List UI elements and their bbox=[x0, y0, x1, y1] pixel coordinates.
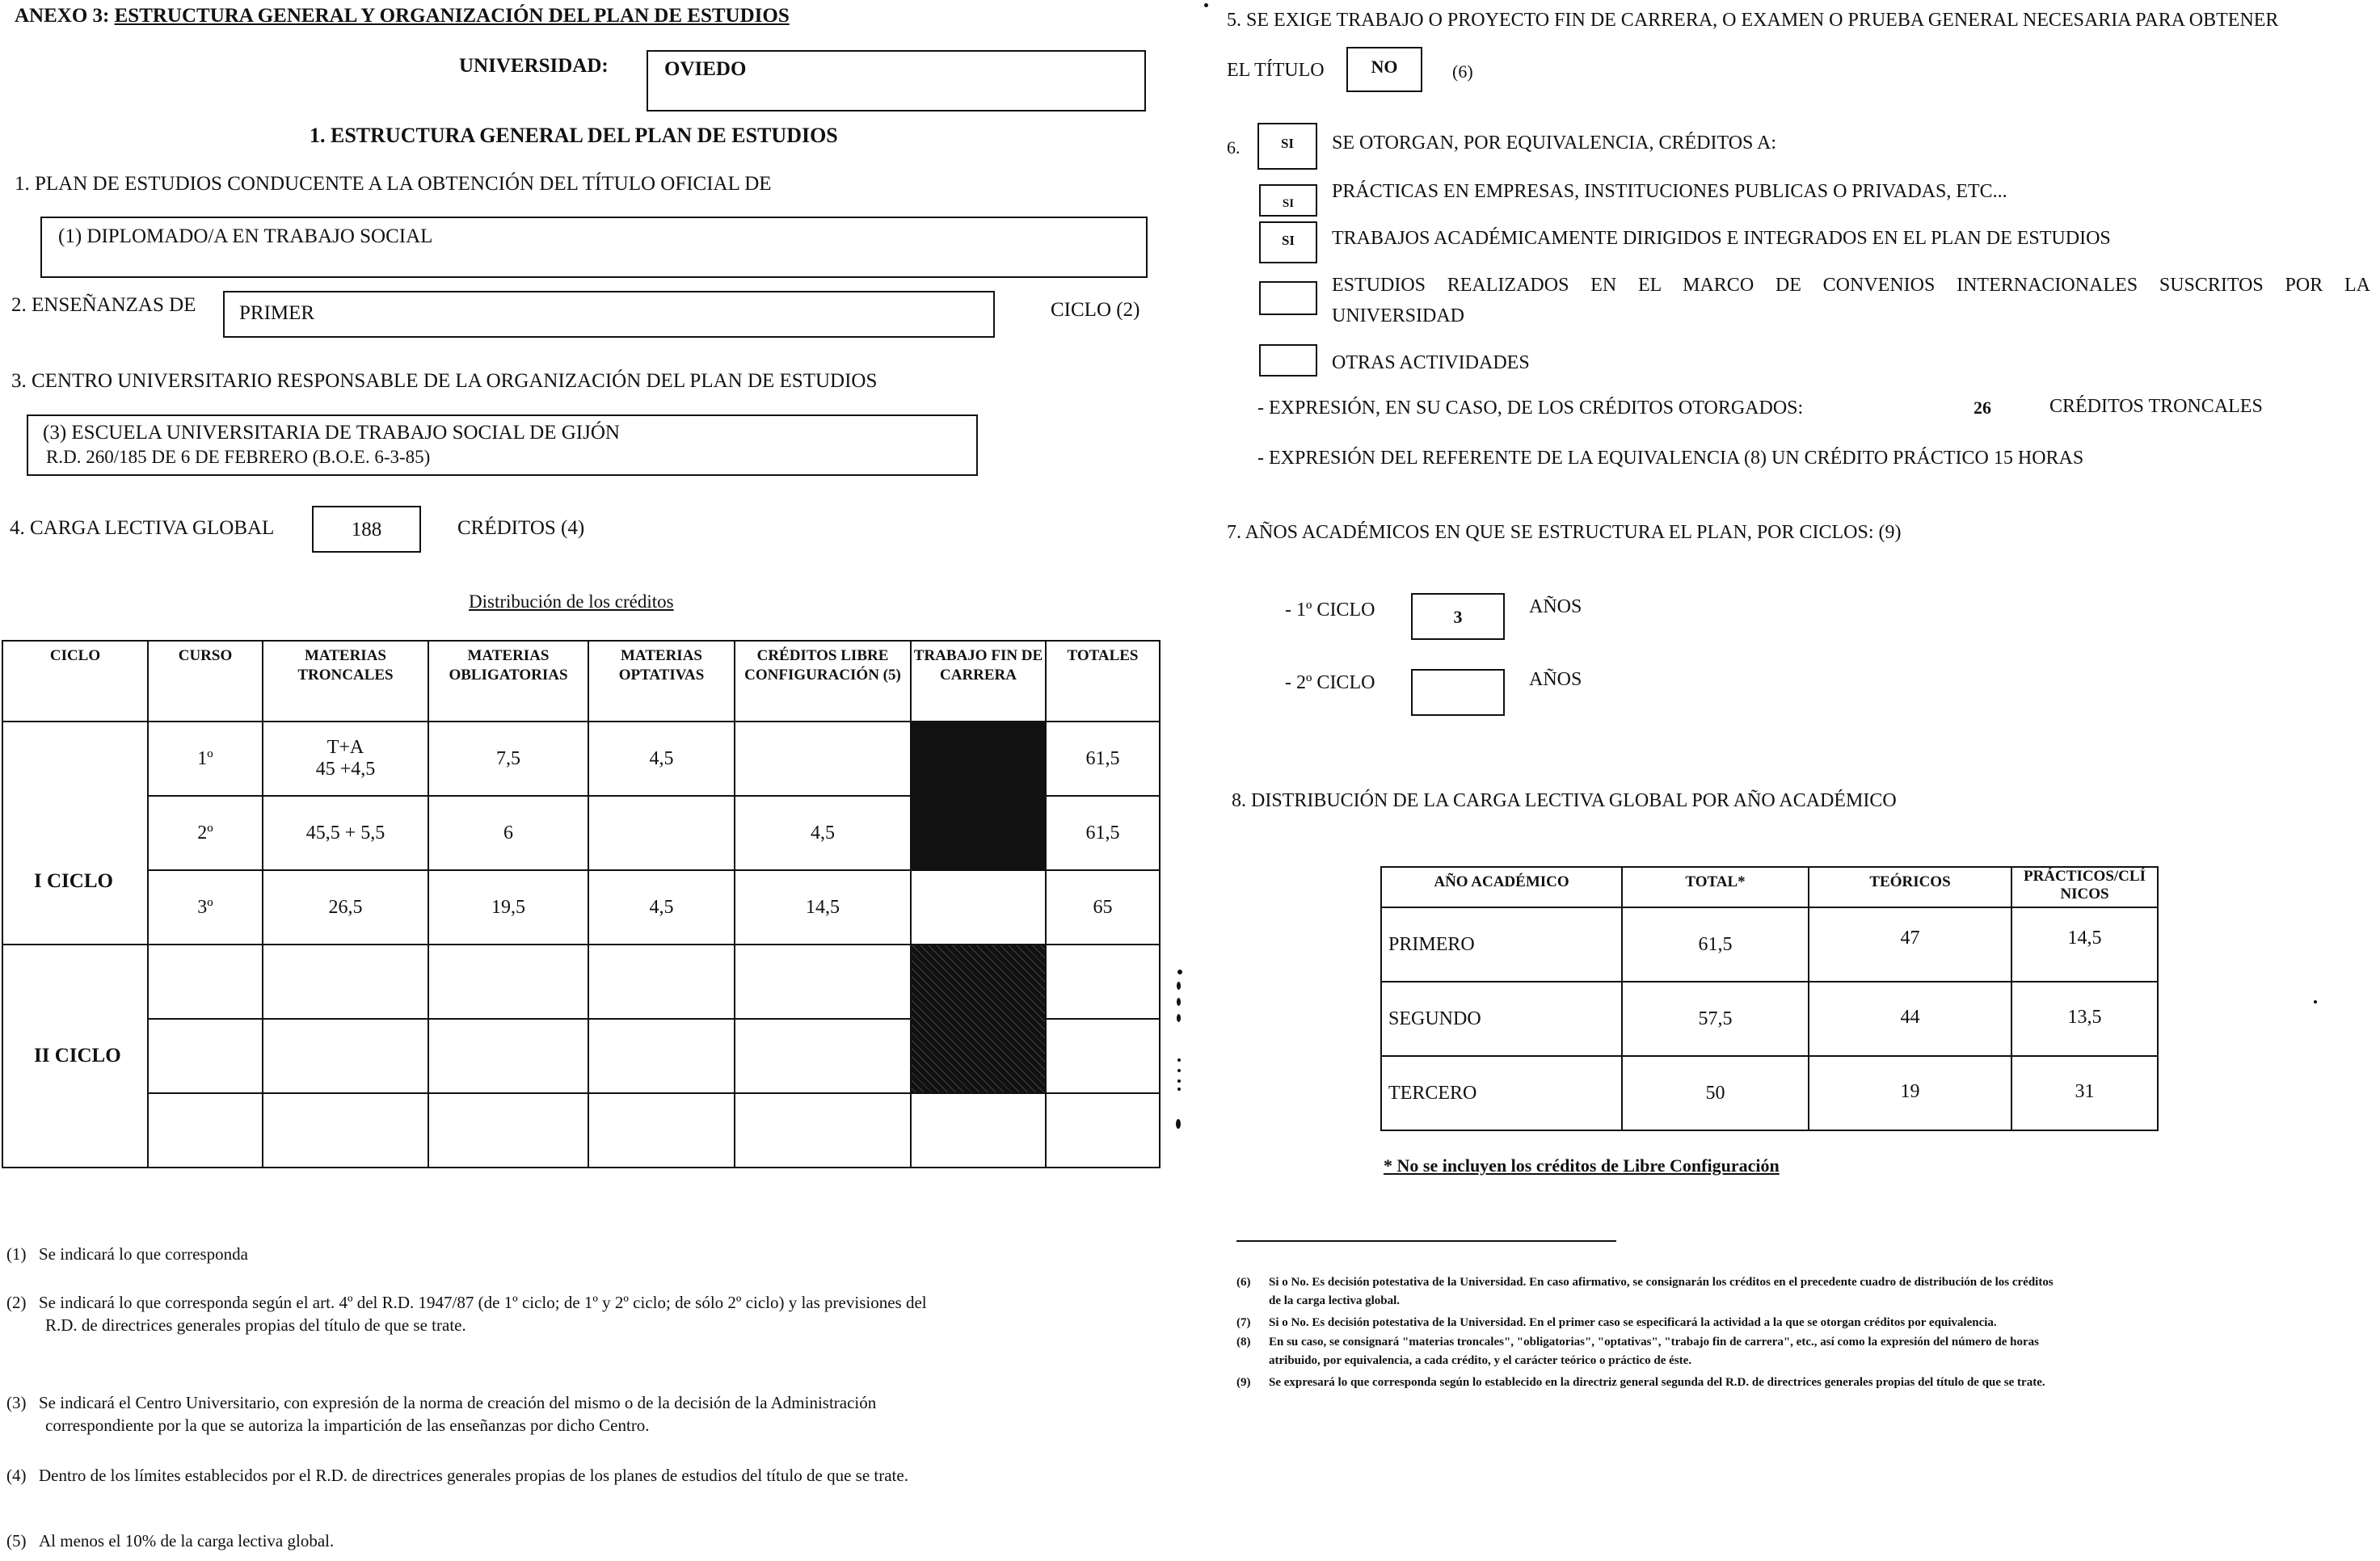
cell-trabajo-fin-shaded bbox=[911, 945, 1046, 1093]
scan-mark bbox=[1177, 1088, 1181, 1091]
header-optativas: MATERIAS OPTATIVAS bbox=[588, 641, 735, 722]
item8-label: 8. DISTRIBUCIÓN DE LA CARGA LECTIVA GLOBAL POR AÑO ACADÉMICO bbox=[1232, 790, 1897, 811]
table-row bbox=[1381, 1056, 2158, 1130]
item4-suffix: CRÉDITOS (4) bbox=[457, 517, 585, 539]
cell-trabajo-fin bbox=[911, 870, 1046, 945]
cell-practicos: 14,5 bbox=[2011, 907, 2158, 982]
cell-libre: 14,5 bbox=[735, 870, 911, 945]
table-caption: Distribución de los créditos bbox=[469, 591, 674, 612]
cell-trabajo-fin-shaded bbox=[911, 722, 1046, 870]
ciclo1-label: I CICLO bbox=[2, 722, 148, 945]
center-field[interactable] bbox=[27, 414, 978, 476]
cell-total: 57,5 bbox=[1622, 982, 1809, 1056]
option-convenios-checkbox[interactable] bbox=[1259, 281, 1317, 315]
header-practicos: PRÁCTICOS/CLÍ NICOS bbox=[2011, 867, 2158, 907]
expr-credits-value: 26 bbox=[1974, 398, 1991, 418]
footnote-5: (5) Al menos el 10% de la carga lectiva global. bbox=[6, 1531, 335, 1550]
year-distribution-table bbox=[1380, 866, 2159, 1131]
cell-curso: 2º bbox=[148, 796, 263, 870]
item5-label: 5. SE EXIGE TRABAJO O PROYECTO FIN DE CARRERA, O EXAMEN O PRUEBA GENERAL NECESARIA PARA OBTENER bbox=[1227, 10, 2279, 31]
cell-year: PRIMERO bbox=[1381, 907, 1622, 982]
footnote-2: (2) Se indicará lo que corresponda según el art. 4º del R.D. 1947/87 (de 1º ciclo; de 1º y 2º ciclo; de sólo 2º ciclo) y las previsiones del R.D. de directrices generales propias del título de que se trate. bbox=[6, 1293, 927, 1335]
cell-totales: 61,5 bbox=[1046, 722, 1160, 796]
annex-title: ESTRUCTURA GENERAL Y ORGANIZACIÓN DEL PLAN DE ESTUDIOS bbox=[114, 5, 790, 27]
cell-teoricos: 44 bbox=[1809, 982, 2011, 1056]
ciclo2-years-label: - 2º CICLO bbox=[1285, 672, 1375, 693]
annex-heading bbox=[15, 5, 790, 27]
footnote-9: (9) Se expresará lo que corresponda según lo establecido en la directriz general segunda del R.D. de directrices generales propias del título de que se trate. bbox=[1236, 1376, 2045, 1389]
cell-year: SEGUNDO bbox=[1381, 982, 1622, 1056]
item6-num: 6. bbox=[1227, 137, 1241, 158]
header-totales: TOTALES bbox=[1046, 641, 1160, 722]
table-row bbox=[2, 870, 1160, 945]
option-trabajos-label: TRABAJOS ACADÉMICAMENTE DIRIGIDOS E INTEGRADOS EN EL PLAN DE ESTUDIOS bbox=[1332, 228, 2111, 249]
cell-optativas: 4,5 bbox=[588, 722, 735, 796]
cell-obligatorias: 19,5 bbox=[428, 870, 588, 945]
header-libre-configuracion: CRÉDITOS LIBRE CONFIGURACIÓN (5) bbox=[735, 641, 911, 722]
scan-mark bbox=[1177, 1069, 1181, 1072]
cell-totales: 65 bbox=[1046, 870, 1160, 945]
footnote-6: (6) Si o No. Es decisión potestativa de la Universidad. En caso afirmativo, se consignarán los créditos en el precedente cuadro de distribución de los créditos de la carga lectiva global. bbox=[1236, 1276, 2054, 1307]
option-otras-label: OTRAS ACTIVIDADES bbox=[1332, 352, 1530, 373]
expr-credits-unit: CRÉDITOS TRONCALES bbox=[2049, 396, 2263, 417]
item3-label: 3. CENTRO UNIVERSITARIO RESPONSABLE DE LA ORGANIZACIÓN DEL PLAN DE ESTUDIOS bbox=[11, 370, 878, 392]
header-year: AÑO ACADÉMICO bbox=[1381, 867, 1622, 907]
cell-optativas bbox=[588, 796, 735, 870]
scan-mark bbox=[1204, 3, 1208, 7]
cell-practicos: 13,5 bbox=[2011, 982, 2158, 1056]
enseñanzas-value: PRIMER bbox=[239, 302, 315, 324]
cell-troncales bbox=[263, 722, 428, 796]
carga-lectiva-value: 188 bbox=[351, 519, 382, 541]
cell-obligatorias: 7,5 bbox=[428, 722, 588, 796]
footnote-3: (3) Se indicará el Centro Universitario, con expresión de la norma de creación del mismo o de la decisión de la Administración correspondiente por la que se autoriza la impartición de las enseñanzas por dicho Centro. bbox=[6, 1393, 877, 1435]
center-value-line1: (3) ESCUELA UNIVERSITARIA DE TRABAJO SOCIAL DE GIJÓN bbox=[43, 422, 620, 444]
cell-total: 61,5 bbox=[1622, 907, 1809, 982]
carga-lectiva-field[interactable] bbox=[312, 506, 421, 553]
ciclo2-years-field[interactable] bbox=[1411, 669, 1505, 716]
section-title: 1. ESTRUCTURA GENERAL DEL PLAN DE ESTUDIOS bbox=[310, 124, 838, 147]
scan-mark bbox=[1177, 1014, 1181, 1022]
header-trabajo-fin-carrera: TRABAJO FIN DE CARRERA bbox=[911, 641, 1046, 722]
item5-ref: (6) bbox=[1452, 61, 1473, 82]
scan-mark bbox=[2314, 1000, 2317, 1004]
cell-curso: 3º bbox=[148, 870, 263, 945]
center-value-line2: R.D. 260/185 DE 6 DE FEBRERO (B.O.E. 6-3-85) bbox=[46, 447, 431, 467]
ciclo1-years-unit: AÑOS bbox=[1529, 596, 1582, 617]
ciclo1-years-value: 3 bbox=[1453, 607, 1463, 627]
cell-year: TERCERO bbox=[1381, 1056, 1622, 1130]
annex-label: ANEXO 3: bbox=[15, 5, 110, 27]
troncales-top: T+A bbox=[326, 737, 364, 758]
cell-obligatorias: 6 bbox=[428, 796, 588, 870]
scan-mark bbox=[1177, 1079, 1181, 1083]
proyecto-fin-carrera-value: NO bbox=[1371, 57, 1398, 77]
footnote-divider bbox=[1236, 1240, 1616, 1242]
cell-practicos: 31 bbox=[2011, 1056, 2158, 1130]
enseñanzas-field[interactable] bbox=[223, 291, 995, 338]
option-practicas-label: PRÁCTICAS EN EMPRESAS, INSTITUCIONES PUBLICAS O PRIVADAS, ETC... bbox=[1332, 181, 2007, 202]
option-practicas-checkbox[interactable]: SI bbox=[1259, 184, 1317, 217]
cell-teoricos: 47 bbox=[1809, 907, 2011, 982]
cell-libre: 4,5 bbox=[735, 796, 911, 870]
table-header-row bbox=[2, 641, 1160, 722]
proyecto-fin-carrera-field[interactable] bbox=[1346, 47, 1422, 92]
ciclo1-years-field[interactable] bbox=[1411, 593, 1505, 640]
item4-label: 4. CARGA LECTIVA GLOBAL bbox=[10, 517, 275, 539]
expr-credits-label: - EXPRESIÓN, EN SU CASO, DE LOS CRÉDITOS OTORGADOS: bbox=[1257, 398, 1804, 419]
cell-curso: 1º bbox=[148, 722, 263, 796]
table-row bbox=[2, 945, 1160, 1019]
table-row bbox=[1381, 907, 2158, 982]
cell-optativas: 4,5 bbox=[588, 870, 735, 945]
item7-label: 7. AÑOS ACADÉMICOS EN QUE SE ESTRUCTURA EL PLAN, POR CICLOS: (9) bbox=[1227, 522, 1902, 543]
table-row bbox=[2, 1093, 1160, 1168]
item2-suffix: CICLO (2) bbox=[1051, 299, 1140, 321]
scan-mark bbox=[1176, 1119, 1181, 1129]
equivalencia-field[interactable] bbox=[1257, 123, 1317, 170]
cell-teoricos: 19 bbox=[1809, 1056, 2011, 1130]
scan-mark bbox=[1177, 982, 1181, 990]
option-convenios-label: ESTUDIOS REALIZADOS EN EL MARCO DE CONVENIOS INTERNACIONALES SUSCRITOS POR LA bbox=[1332, 275, 2370, 296]
university-field[interactable] bbox=[647, 50, 1146, 112]
scan-mark bbox=[1177, 998, 1181, 1006]
scan-mark bbox=[1177, 1058, 1181, 1062]
ciclo1-years-label: - 1º CICLO bbox=[1285, 600, 1375, 621]
item5-label2: EL TÍTULO bbox=[1227, 60, 1325, 81]
table-row bbox=[2, 722, 1160, 796]
table-header-row bbox=[1381, 867, 2158, 907]
header-obligatorias: MATERIAS OBLIGATORIAS bbox=[428, 641, 588, 722]
option-trabajos-checkbox[interactable]: SI bbox=[1259, 221, 1317, 263]
cell-troncales: 45,5 + 5,5 bbox=[263, 796, 428, 870]
footnote-8: (8) En su caso, se consignará "materias troncales", "obligatorias", "optativas", "trabajo fin de carrera", etc., así como la expresión del número de horas atribuido, por equivalencia, a cada crédito, y el carácter teórico o práctico de éste. bbox=[1236, 1336, 2039, 1367]
cell-totales: 61,5 bbox=[1046, 796, 1160, 870]
table-row bbox=[1381, 982, 2158, 1056]
footnote-1: (1) Se indicará lo que corresponda bbox=[6, 1244, 248, 1264]
libre-configuracion-note: * No se incluyen los créditos de Libre Configuración bbox=[1384, 1155, 1780, 1176]
header-troncales: MATERIAS TRONCALES bbox=[263, 641, 428, 722]
ciclo2-years-unit: AÑOS bbox=[1529, 669, 1582, 690]
credit-distribution-table bbox=[2, 640, 1161, 1168]
item1-label: 1. PLAN DE ESTUDIOS CONDUCENTE A LA OBTENCIÓN DEL TÍTULO OFICIAL DE bbox=[15, 173, 772, 195]
option-convenios-label2: UNIVERSIDAD bbox=[1332, 305, 1464, 326]
cell-libre bbox=[735, 722, 911, 796]
university-label: UNIVERSIDAD: bbox=[459, 55, 609, 77]
degree-title-field[interactable] bbox=[40, 217, 1148, 278]
cell-troncales: 26,5 bbox=[263, 870, 428, 945]
ciclo2-label: II CICLO bbox=[2, 945, 148, 1168]
expr-ref-label: - EXPRESIÓN DEL REFERENTE DE LA EQUIVALENCIA (8) UN CRÉDITO PRÁCTICO 15 HORAS bbox=[1257, 448, 2084, 469]
item2-label: 2. ENSEÑANZAS DE bbox=[11, 294, 196, 316]
header-ciclo: CICLO bbox=[2, 641, 148, 722]
footnote-7: (7) Si o No. Es decisión potestativa de la Universidad. En el primer caso se especificará la actividad a la que se otorgan créditos por equivalencia. bbox=[1236, 1316, 1997, 1329]
header-total: TOTAL* bbox=[1622, 867, 1809, 907]
footnote-4: (4) Dentro de los límites establecidos por el R.D. de directrices generales propias de los planes de estudios del título de que se trate. bbox=[6, 1466, 908, 1485]
item6-label: SE OTORGAN, POR EQUIVALENCIA, CRÉDITOS A: bbox=[1332, 133, 1777, 154]
header-teoricos: TEÓRICOS bbox=[1809, 867, 2011, 907]
troncales-value: 45 +4,5 bbox=[315, 759, 376, 780]
university-value: OVIEDO bbox=[664, 58, 747, 80]
header-curso: CURSO bbox=[148, 641, 263, 722]
scan-mark bbox=[1177, 970, 1182, 974]
equivalencia-value: SI bbox=[1280, 136, 1295, 151]
degree-title-value: (1) DIPLOMADO/A EN TRABAJO SOCIAL bbox=[58, 225, 433, 247]
option-otras-checkbox[interactable] bbox=[1259, 344, 1317, 377]
cell-total: 50 bbox=[1622, 1056, 1809, 1130]
